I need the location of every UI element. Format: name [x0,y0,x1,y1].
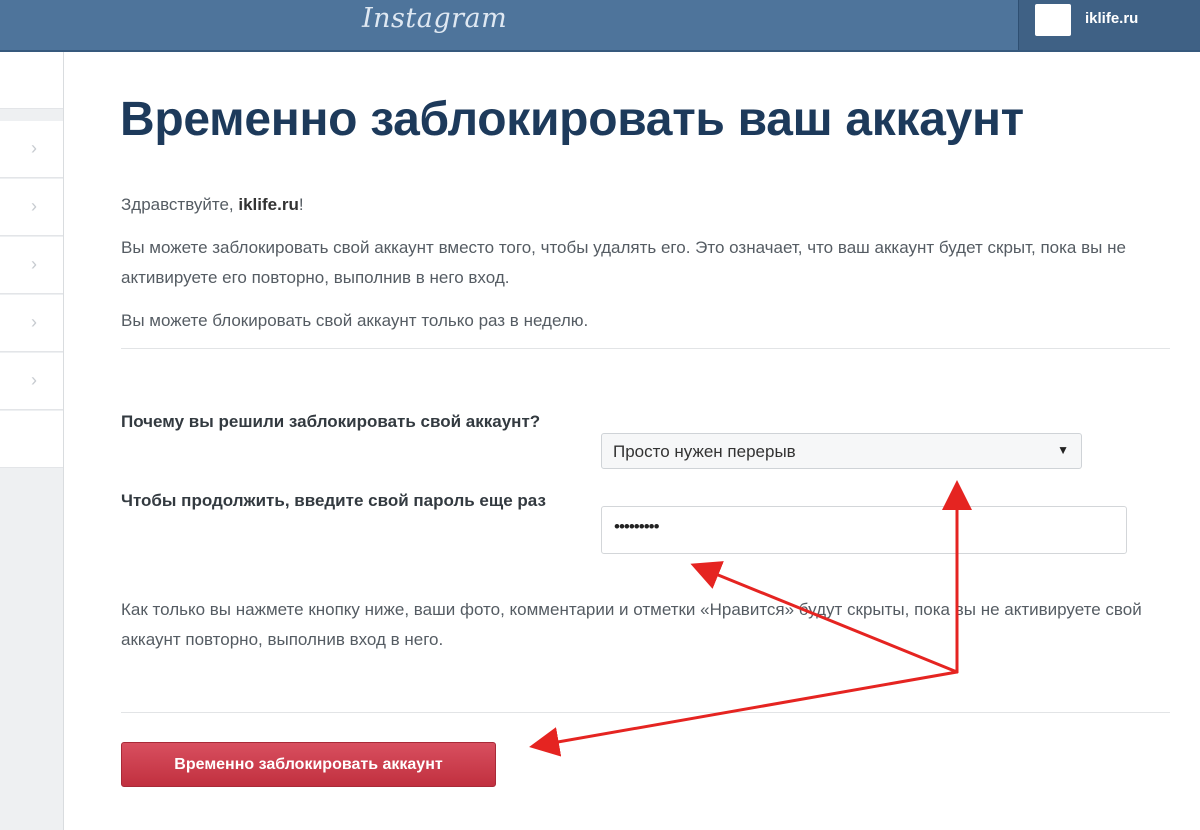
greeting-username: iklife.ru [238,195,299,214]
arrow-to-button [535,672,957,746]
divider [121,712,1170,713]
dropdown-arrow-icon: ▼ [1057,443,1069,457]
sidebar-item[interactable] [0,295,63,352]
greeting-suffix: ! [298,195,304,214]
sidebar-item[interactable] [0,353,63,410]
sidebar-item[interactable] [0,52,63,109]
password-field[interactable] [601,506,1127,554]
chevron-right-icon: › [31,312,37,332]
top-navigation-bar [0,0,1200,52]
page-title: Временно заблокировать ваш аккаунт [120,93,1024,146]
instagram-logo[interactable]: Instagram [362,3,508,34]
username-label[interactable]: iklife.ru [1085,10,1139,27]
reason-select-value: Просто нужен перерыв [613,442,796,461]
password-value: ••••••••• [614,517,659,536]
chevron-right-icon: › [31,138,37,158]
user-menu[interactable] [1018,0,1200,50]
sidebar-item[interactable] [0,179,63,236]
chevron-right-icon: › [31,196,37,216]
sidebar [0,52,64,830]
sidebar-item[interactable] [0,237,63,294]
chevron-right-icon: › [31,370,37,390]
reason-label: Почему вы решили заблокировать свой аккаунт? [121,412,541,431]
notice-text: Как только вы нажмете кнопку ниже, ваши фото, комментарии и отметки «Нравится» будут скрыты, пока вы не активируете свой аккаунт повторно, выполнив вход в него. [121,600,1142,649]
weekly-limit-text: Вы можете блокировать свой аккаунт только раз в неделю. [121,311,589,330]
password-label: Чтобы продолжить, введите свой пароль еще раз [121,491,546,510]
sidebar-item[interactable] [0,121,63,178]
avatar[interactable] [1035,4,1071,36]
sidebar-item[interactable] [0,411,63,468]
greeting-prefix: Здравствуйте, [121,195,239,214]
greeting [121,190,304,220]
reason-select[interactable] [601,433,1082,469]
divider [121,348,1170,349]
temporarily-disable-button[interactable]: Временно заблокировать аккаунт [121,742,496,787]
description-text: Вы можете заблокировать свой аккаунт вместо того, чтобы удалять его. Это означает, что ваш аккаунт будет скрыт, пока вы не активируете его повторно, выполнив в него вход. [121,238,1126,287]
chevron-right-icon: › [31,254,37,274]
